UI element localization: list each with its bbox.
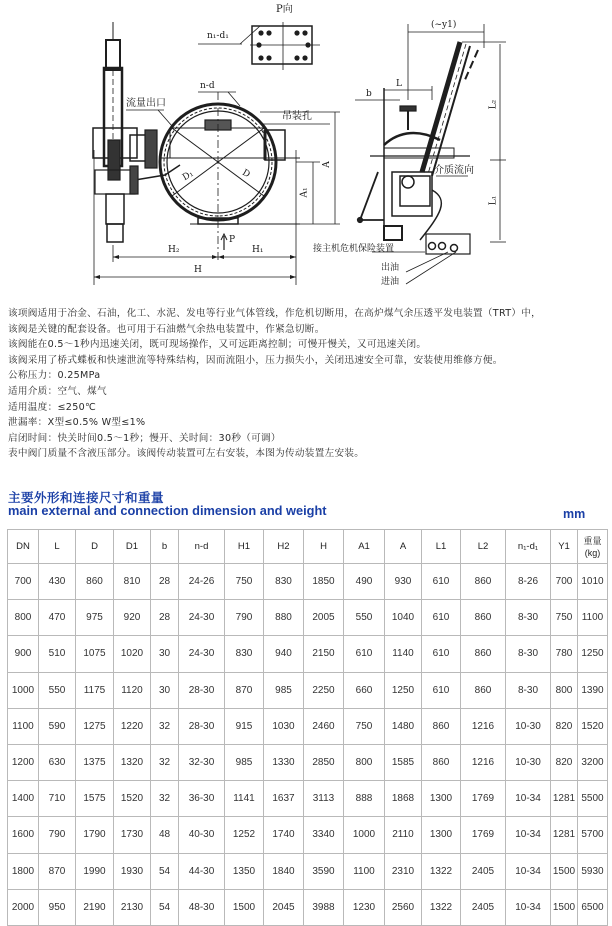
table-cell: 1730 xyxy=(114,817,151,853)
nominal-pressure: 公称压力：0.25MPa xyxy=(8,370,101,382)
table-cell: 2850 xyxy=(304,744,344,780)
table-cell: 1322 xyxy=(422,889,461,925)
column-header-l2: L2 xyxy=(461,530,506,564)
table-cell: 860 xyxy=(76,564,114,600)
column-header-b: b xyxy=(151,530,179,564)
table-cell: 610 xyxy=(422,564,461,600)
table-cell: 1990 xyxy=(76,853,114,889)
p-arrow-label: P xyxy=(229,235,236,245)
table-cell: 5500 xyxy=(578,781,608,817)
table-cell: 1320 xyxy=(114,744,151,780)
table-cell: 1500 xyxy=(551,853,578,889)
table-cell: 820 xyxy=(551,708,578,744)
lifting-hole-label: 吊装孔 xyxy=(282,111,312,122)
table-cell: 1930 xyxy=(114,853,151,889)
table-cell: 1140 xyxy=(385,636,422,672)
column-header-h1: H1 xyxy=(225,530,264,564)
table-cell: 920 xyxy=(114,600,151,636)
table-cell: 550 xyxy=(39,672,76,708)
table-cell: 820 xyxy=(551,744,578,780)
l1-dimension-label: L₁ xyxy=(488,195,499,206)
column-header-weight xyxy=(578,530,608,564)
table-cell: 870 xyxy=(39,853,76,889)
table-cell: 860 xyxy=(461,564,506,600)
table-cell: 2190 xyxy=(76,889,114,925)
table-cell: 790 xyxy=(39,817,76,853)
table-cell: 985 xyxy=(264,672,304,708)
table-cell: 1275 xyxy=(76,708,114,744)
table-cell: 1322 xyxy=(422,853,461,889)
table-cell: 1520 xyxy=(578,708,608,744)
table-cell: 1330 xyxy=(264,744,304,780)
table-cell: 1000 xyxy=(344,817,385,853)
b-dimension-label: b xyxy=(366,89,372,99)
table-cell: 10-30 xyxy=(506,708,551,744)
table-cell: 830 xyxy=(225,636,264,672)
table-cell: 750 xyxy=(225,564,264,600)
table-cell: 32 xyxy=(151,744,179,780)
table-row xyxy=(8,889,608,925)
d-label: D xyxy=(240,167,252,181)
table-cell: 1637 xyxy=(264,781,304,817)
table-row xyxy=(8,744,608,780)
table-row xyxy=(8,853,608,889)
table-cell: 700 xyxy=(551,564,578,600)
l2-dimension-label: L₂ xyxy=(488,99,499,110)
table-cell: 40-30 xyxy=(179,817,225,853)
table-cell: 10-34 xyxy=(506,889,551,925)
table-cell: 1480 xyxy=(385,708,422,744)
table-cell: 790 xyxy=(225,600,264,636)
table-cell: 430 xyxy=(39,564,76,600)
table-cell: 610 xyxy=(344,636,385,672)
description-line: 该阀采用了桥式蝶板和快速泄流等特殊结构，因而流阻小，压力损失小，关闭迅速安全可靠，安装使用维修方便。 xyxy=(8,354,503,366)
table-cell: 8-26 xyxy=(506,564,551,600)
table-cell: 630 xyxy=(39,744,76,780)
h2-dimension-label: H₂ xyxy=(168,245,180,255)
table-cell: 930 xyxy=(385,564,422,600)
table-cell: 940 xyxy=(264,636,304,672)
description-line: 该项阀适用于冶金、石油，化工、水泥、发电等行业气体管线，作危机切断用，在高炉煤气余压透平发电装置（TRT）中， xyxy=(8,308,542,319)
table-cell: 1300 xyxy=(422,781,461,817)
column-header-l: L xyxy=(39,530,76,564)
h1-dimension-label: H₁ xyxy=(252,245,264,255)
table-cell: 10-30 xyxy=(506,744,551,780)
table-cell: 1350 xyxy=(225,853,264,889)
table-cell: 24-26 xyxy=(179,564,225,600)
table-cell: 8-30 xyxy=(506,600,551,636)
table-cell: 985 xyxy=(225,744,264,780)
table-header-row xyxy=(8,530,608,564)
table-cell: 510 xyxy=(39,636,76,672)
table-cell: 1769 xyxy=(461,781,506,817)
column-header-l1: L1 xyxy=(422,530,461,564)
table-cell: 750 xyxy=(344,708,385,744)
table-cell: 860 xyxy=(422,744,461,780)
table-cell: 2250 xyxy=(304,672,344,708)
table-cell: 3340 xyxy=(304,817,344,853)
table-cell: 1100 xyxy=(578,600,608,636)
table-cell: 1769 xyxy=(461,817,506,853)
table-cell: 830 xyxy=(264,564,304,600)
table-row xyxy=(8,600,608,636)
table-cell: 1020 xyxy=(114,636,151,672)
table-row xyxy=(8,817,608,853)
table-cell: 24-30 xyxy=(179,600,225,636)
table-cell: 2560 xyxy=(385,889,422,925)
table-cell: 2310 xyxy=(385,853,422,889)
column-header-n-d: n-d xyxy=(179,530,225,564)
table-cell: 1200 xyxy=(8,744,39,780)
oil-outlet-label: 出油 xyxy=(381,263,400,273)
table-row xyxy=(8,636,608,672)
table-cell: 810 xyxy=(114,564,151,600)
table-cell: 550 xyxy=(344,600,385,636)
y1-dimension-label: (~y1) xyxy=(431,20,457,30)
table-cell: 2405 xyxy=(461,853,506,889)
table-cell: 3200 xyxy=(578,744,608,780)
table-cell: 800 xyxy=(344,744,385,780)
table-cell: 1075 xyxy=(76,636,114,672)
table-cell: 1216 xyxy=(461,708,506,744)
d1-label: D₁ xyxy=(180,169,196,184)
table-cell: 54 xyxy=(151,889,179,925)
table-cell: 28-30 xyxy=(179,672,225,708)
column-header-h2: H2 xyxy=(264,530,304,564)
table-cell: 780 xyxy=(551,636,578,672)
table-cell: 915 xyxy=(225,708,264,744)
table-cell: 10-34 xyxy=(506,781,551,817)
column-header-n1-d1: n₁-d₁ xyxy=(506,530,551,564)
table-cell: 2405 xyxy=(461,889,506,925)
table-cell: 54 xyxy=(151,853,179,889)
table-cell: 750 xyxy=(551,600,578,636)
table-row xyxy=(8,564,608,600)
table-cell: 1375 xyxy=(76,744,114,780)
table-cell: 24-30 xyxy=(179,636,225,672)
table-cell: 3590 xyxy=(304,853,344,889)
column-header-d: D xyxy=(76,530,114,564)
table-cell: 660 xyxy=(344,672,385,708)
table-cell: 32 xyxy=(151,781,179,817)
table-cell: 2005 xyxy=(304,600,344,636)
table-cell: 700 xyxy=(8,564,39,600)
table-cell: 1840 xyxy=(264,853,304,889)
table-cell: 48-30 xyxy=(179,889,225,925)
h-dimension-label: H xyxy=(194,265,202,275)
valve-technical-drawing xyxy=(0,0,612,295)
table-cell: 1120 xyxy=(114,672,151,708)
table-cell: 1300 xyxy=(422,817,461,853)
table-cell: 1850 xyxy=(304,564,344,600)
table-cell: 860 xyxy=(422,708,461,744)
column-header-h: H xyxy=(304,530,344,564)
description-note: 表中阀门质量不含液压部分。该阀传动装置可左右安装，本图为传动装置左安装。 xyxy=(8,448,365,460)
applicable-medium: 适用介质：空气、煤气 xyxy=(8,385,107,397)
table-cell: 610 xyxy=(422,672,461,708)
table-row xyxy=(8,708,608,744)
table-cell: 860 xyxy=(461,600,506,636)
table-cell: 10-34 xyxy=(506,817,551,853)
table-cell: 880 xyxy=(264,600,304,636)
table-cell: 1281 xyxy=(551,781,578,817)
weight-header-cn: 重量 xyxy=(583,535,602,546)
table-cell: 36-30 xyxy=(179,781,225,817)
p-view-label: P向 xyxy=(276,4,293,15)
table-cell: 1800 xyxy=(8,853,39,889)
table-cell: 28 xyxy=(151,600,179,636)
table-cell: 1000 xyxy=(8,672,39,708)
description-line: 该阀能在0.5～1秒内迅速关闭，既可现场操作，又可远距离控制；可慢开慢关，又可迅速关闭。 xyxy=(8,339,427,351)
table-cell: 10-34 xyxy=(506,853,551,889)
table-cell: 2000 xyxy=(8,889,39,925)
table-cell: 8-30 xyxy=(506,672,551,708)
table-cell: 590 xyxy=(39,708,76,744)
a-dimension-label: A xyxy=(321,161,332,168)
table-cell: 1520 xyxy=(114,781,151,817)
table-row xyxy=(8,781,608,817)
table-cell: 44-30 xyxy=(179,853,225,889)
table-cell: 1740 xyxy=(264,817,304,853)
column-header-dn: DN xyxy=(8,530,39,564)
applicable-temperature: 适用温度：≤250℃ xyxy=(8,401,97,413)
table-cell: 1500 xyxy=(551,889,578,925)
table-cell: 1216 xyxy=(461,744,506,780)
weight-header-unit: (kg) xyxy=(584,547,601,558)
column-header-d1: D1 xyxy=(114,530,151,564)
table-cell: 1100 xyxy=(344,853,385,889)
table-cell: 1100 xyxy=(8,708,39,744)
table-cell: 1390 xyxy=(578,672,608,708)
table-cell: 32-30 xyxy=(179,744,225,780)
table-cell: 2045 xyxy=(264,889,304,925)
table-cell: 1600 xyxy=(8,817,39,853)
table-cell: 5930 xyxy=(578,853,608,889)
table-cell: 1575 xyxy=(76,781,114,817)
table-cell: 3113 xyxy=(304,781,344,817)
table-cell: 5700 xyxy=(578,817,608,853)
table-cell: 1400 xyxy=(8,781,39,817)
table-cell: 470 xyxy=(39,600,76,636)
table-body xyxy=(8,564,608,926)
table-cell: 1030 xyxy=(264,708,304,744)
table-cell: 1250 xyxy=(578,636,608,672)
section-title-chinese: 主要外形和连接尺寸和重量 xyxy=(8,490,165,505)
table-cell: 2150 xyxy=(304,636,344,672)
table-cell: 490 xyxy=(344,564,385,600)
table-cell: 6500 xyxy=(578,889,608,925)
oil-inlet-label: 进油 xyxy=(381,277,400,287)
table-cell: 1175 xyxy=(76,672,114,708)
table-cell: 1141 xyxy=(225,781,264,817)
valve-drawing-lines xyxy=(0,0,612,295)
table-cell: 870 xyxy=(225,672,264,708)
table-cell: 800 xyxy=(551,672,578,708)
dimension-weight-table xyxy=(7,529,608,926)
unit-label: mm xyxy=(563,507,586,521)
l-dimension-label: L xyxy=(396,79,402,89)
table-row xyxy=(8,672,608,708)
flow-outlet-label: 流量出口 xyxy=(126,98,166,109)
table-cell: 2110 xyxy=(385,817,422,853)
section-title-english: main external and connection dimension and weight xyxy=(8,503,327,518)
column-header-y1: Y1 xyxy=(551,530,578,564)
table-cell: 28-30 xyxy=(179,708,225,744)
table-cell: 888 xyxy=(344,781,385,817)
table-cell: 1010 xyxy=(578,564,608,600)
table-cell: 2130 xyxy=(114,889,151,925)
table-cell: 30 xyxy=(151,672,179,708)
connect-emergency-device-label: 接主机危机保险装置 xyxy=(313,244,395,254)
table-cell: 800 xyxy=(8,600,39,636)
n-d-label: n-d xyxy=(200,81,215,91)
table-cell: 950 xyxy=(39,889,76,925)
description-line: 该阀是关键的配套设备。也可用于石油燃气余热电装置中，作紧急切断。 xyxy=(8,323,325,335)
leakage-rate: 泄漏率：X型≤0.5% W型≤1% xyxy=(8,417,146,429)
column-header-a1: A1 xyxy=(344,530,385,564)
n1-d1-label: n₁-d₁ xyxy=(207,31,229,41)
column-header-a: A xyxy=(385,530,422,564)
table-cell: 975 xyxy=(76,600,114,636)
table-cell: 1868 xyxy=(385,781,422,817)
table-cell: 1281 xyxy=(551,817,578,853)
open-close-time: 启闭时间：快关时间0.5～1秒；慢开、关时间：30秒（可调） xyxy=(8,432,281,444)
medium-flow-direction-label: 介质流向 xyxy=(434,165,474,176)
table-cell: 48 xyxy=(151,817,179,853)
table-cell: 3988 xyxy=(304,889,344,925)
table-cell: 1585 xyxy=(385,744,422,780)
table-cell: 710 xyxy=(39,781,76,817)
product-description xyxy=(8,306,604,462)
table-cell: 8-30 xyxy=(506,636,551,672)
table-cell: 1790 xyxy=(76,817,114,853)
table-cell: 2460 xyxy=(304,708,344,744)
table-cell: 610 xyxy=(422,636,461,672)
table-cell: 610 xyxy=(422,600,461,636)
table-cell: 32 xyxy=(151,708,179,744)
table-cell: 1500 xyxy=(225,889,264,925)
table-cell: 860 xyxy=(461,636,506,672)
table-cell: 900 xyxy=(8,636,39,672)
a1-dimension-label: A₁ xyxy=(299,187,310,198)
table-cell: 1252 xyxy=(225,817,264,853)
table-cell: 28 xyxy=(151,564,179,600)
table-cell: 30 xyxy=(151,636,179,672)
table-cell: 1250 xyxy=(385,672,422,708)
table-cell: 1230 xyxy=(344,889,385,925)
table-cell: 1040 xyxy=(385,600,422,636)
table-cell: 1220 xyxy=(114,708,151,744)
table-cell: 860 xyxy=(461,672,506,708)
